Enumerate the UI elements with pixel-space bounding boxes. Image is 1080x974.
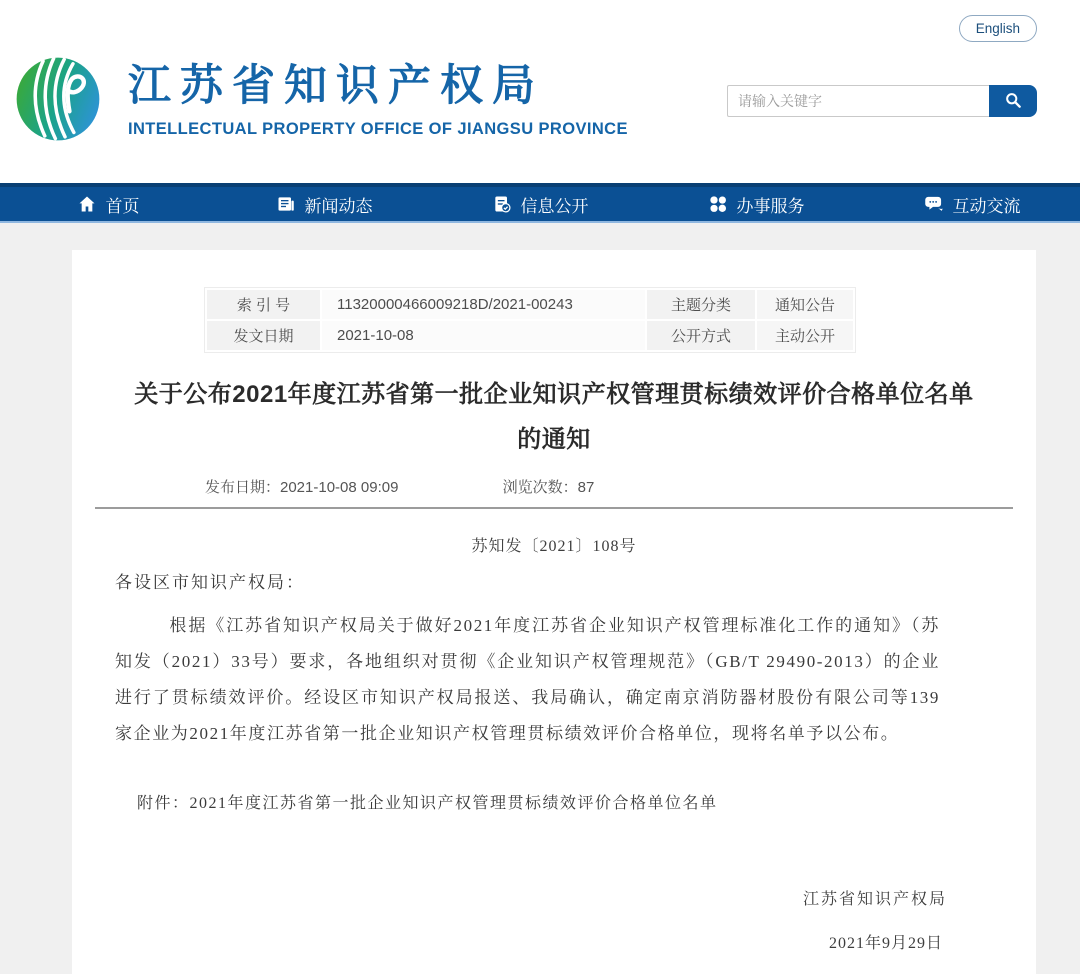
meta-index-label: 索 引 号 xyxy=(207,290,320,319)
search-box xyxy=(727,85,1037,117)
nav-item-label: 新闻动态 xyxy=(304,196,373,216)
services-grid-icon xyxy=(708,194,728,214)
site-name: 江苏省知识产权局 xyxy=(128,61,544,110)
news-icon xyxy=(276,194,296,214)
nav-item-home[interactable] xyxy=(0,187,216,221)
nav-item-services[interactable] xyxy=(648,187,864,221)
meta-topic-label: 主题分类 xyxy=(647,290,755,319)
publish-info-row xyxy=(205,476,694,497)
body-paragraph: 根据《江苏省知识产权局关于做好2021年度江苏省企业知识产权管理标准化工作的通知》（苏知发（2021）33号）要求，各地组织对贯彻《企业知识产权管理规范》（GB/T 29490-2013）的企业进行了贯标绩效评价。经设区市知识产权局报送、我局确认，确定南京消防器材股份有限公司等139家企业为2021年度江苏省第一批企业知识产权管理贯标绩效评价合格单位，现将名单予以公布。 xyxy=(115,616,940,743)
signer: 江苏省知识产权局 xyxy=(802,891,947,908)
nav-item-news[interactable] xyxy=(216,187,432,221)
publish-date: 发布日期：2021-10-08 09:09 xyxy=(205,479,399,496)
brand-text xyxy=(128,60,628,139)
nav-item-interaction[interactable] xyxy=(864,187,1080,221)
meta-date-value: 2021-10-08 xyxy=(322,321,645,350)
view-count: 浏览次数：87 xyxy=(502,479,595,496)
meta-date-label: 发文日期 xyxy=(207,321,320,350)
meta-topic-value: 通知公告 xyxy=(757,290,853,319)
site-brand xyxy=(14,55,628,143)
meta-method-label: 公开方式 xyxy=(647,321,755,350)
nav-item-info-disclosure[interactable] xyxy=(432,187,648,221)
home-icon xyxy=(77,194,97,214)
site-name-english: INTELLECTUAL PROPERTY OFFICE OF JIANGSU PROVINCE xyxy=(128,119,628,138)
document-number: 苏知发〔2021〕108号 xyxy=(471,538,637,555)
salutation: 各设区市知识产权局： xyxy=(115,573,305,592)
sign-date: 2021年9月29日 xyxy=(828,935,943,952)
divider-line xyxy=(95,507,1013,509)
chat-icon xyxy=(924,194,944,214)
site-header xyxy=(0,0,1080,183)
nav-item-label: 信息公开 xyxy=(520,196,589,216)
nav-item-label: 互动交流 xyxy=(952,196,1021,216)
meta-row xyxy=(207,321,853,350)
meta-row xyxy=(207,290,853,319)
search-input[interactable] xyxy=(727,85,989,117)
document-meta-table xyxy=(205,288,855,352)
info-disclosure-icon xyxy=(492,194,512,214)
content-background xyxy=(0,223,1080,974)
search-icon xyxy=(1003,90,1023,113)
main-nav xyxy=(0,183,1080,223)
attachment-link[interactable]: 附件：2021年度江苏省第一批企业知识产权管理贯标绩效评价合格单位名单 xyxy=(137,795,718,812)
nav-item-label: 首页 xyxy=(105,196,140,216)
document-panel xyxy=(72,250,1036,974)
nav-item-label: 办事服务 xyxy=(736,196,805,216)
meta-index-value: 11320000466009218D/2021-00243 xyxy=(322,290,645,319)
document-title: 关于公布2021年度江苏省第一批企业知识产权管理贯标绩效评价合格单位名单的通知 xyxy=(134,381,974,453)
english-button[interactable]: English xyxy=(959,15,1037,42)
meta-method-value: 主动公开 xyxy=(757,321,853,350)
search-button[interactable] xyxy=(989,85,1037,117)
jsipo-logo-icon xyxy=(14,55,102,143)
